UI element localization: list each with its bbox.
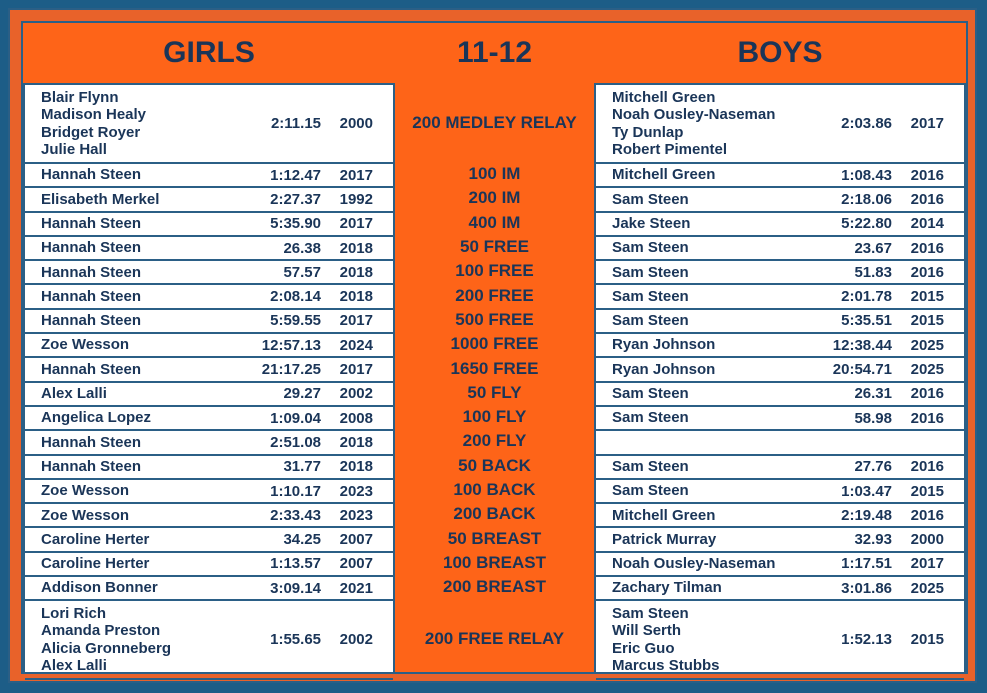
girls-record-year: 2021 xyxy=(339,579,373,597)
girls-record-time: 26.38 xyxy=(283,239,321,257)
girls-swimmer-names xyxy=(41,577,158,599)
swimmer-name: Alex Lalli xyxy=(41,657,107,675)
swimmer-name: Zoe Wesson xyxy=(41,506,130,524)
swimmer-name: Noah Ousley-Naseman xyxy=(612,555,776,573)
girls-record-time: 34.25 xyxy=(283,531,321,549)
boys-swimmer-names xyxy=(612,383,689,405)
boys-swimmer-names xyxy=(612,334,715,356)
boys-record-time: 23.67 xyxy=(854,239,892,257)
girls-record-row xyxy=(25,577,393,601)
girls-record-row xyxy=(25,261,393,285)
event-label: 50 BREAST xyxy=(447,528,542,548)
girls-record-row xyxy=(25,334,393,358)
boys-record-year: 2025 xyxy=(910,336,944,354)
boys-record-row xyxy=(596,577,964,601)
swimmer-name: Amanda Preston xyxy=(41,622,161,640)
event-label: 200 MEDLEY RELAY xyxy=(412,112,577,132)
girls-record-row xyxy=(25,164,393,188)
girls-record-row xyxy=(25,188,393,212)
swimmer-name: Sam Steen xyxy=(612,287,689,305)
girls-swimmer-names xyxy=(41,456,141,478)
girls-record-time: 1:10.17 xyxy=(270,482,321,500)
girls-record-time: 12:57.13 xyxy=(261,336,321,354)
event-label: 1000 FREE xyxy=(450,334,539,354)
swimmer-name: Madison Healy xyxy=(41,106,147,123)
girls-record-year: 2018 xyxy=(339,263,373,281)
boys-record-row xyxy=(596,334,964,358)
girls-record-time: 2:11.15 xyxy=(270,115,321,132)
girls-swimmer-names xyxy=(41,504,129,526)
boys-record-year: 2015 xyxy=(910,631,944,649)
boys-record-year: 2015 xyxy=(910,482,944,500)
girls-swimmer-names xyxy=(41,553,149,575)
girls-record-year: 2023 xyxy=(339,482,373,500)
girls-record-row xyxy=(25,553,393,577)
girls-record-year: 2007 xyxy=(339,555,373,573)
girls-record-year: 2018 xyxy=(339,239,373,257)
girls-swimmer-names xyxy=(41,310,141,332)
swimmer-name: Patrick Murray xyxy=(612,530,717,548)
girls-record-time: 2:51.08 xyxy=(270,433,321,451)
swimmer-name: Mitchell Green xyxy=(612,88,716,106)
boys-record-time: 12:38.44 xyxy=(832,336,892,354)
swimmer-name: Sam Steen xyxy=(612,239,689,257)
girls-record-time: 1:12.47 xyxy=(270,166,321,184)
girls-record-row xyxy=(25,456,393,480)
boys-record-row xyxy=(596,553,964,577)
boys-record-row xyxy=(596,286,964,310)
boys-record-time: 26.31 xyxy=(854,385,892,403)
girls-record-time: 21:17.25 xyxy=(261,361,321,379)
swimmer-name: Blair Flynn xyxy=(41,88,119,106)
girls-records-panel xyxy=(23,83,395,675)
girls-record-time: 2:08.14 xyxy=(270,288,321,306)
swimmer-name: Mitchell Green xyxy=(612,506,716,524)
girls-record-time: 31.77 xyxy=(283,458,321,476)
boys-record-row xyxy=(596,407,964,431)
girls-record-year: 2017 xyxy=(339,166,373,184)
boys-swimmer-names xyxy=(612,188,689,210)
girls-record-year: 2002 xyxy=(339,385,373,403)
boys-record-row xyxy=(596,480,964,504)
boys-swimmer-names xyxy=(612,529,716,551)
boys-record-time: 5:35.51 xyxy=(841,312,892,330)
boys-record-row xyxy=(596,164,964,188)
event-label: 200 FREE RELAY xyxy=(424,628,565,648)
boys-record-year: 2016 xyxy=(910,458,944,476)
swimmer-name: Hannah Steen xyxy=(41,457,142,475)
girls-record-year: 2023 xyxy=(339,506,373,524)
boys-record-row xyxy=(596,529,964,553)
girls-record-year: 2000 xyxy=(339,115,373,132)
event-label: 100 BACK xyxy=(453,480,536,500)
boys-swimmer-names xyxy=(612,164,715,186)
swimmer-name: Hannah Steen xyxy=(41,214,142,232)
girls-swimmer-names xyxy=(41,358,141,380)
swimmer-name: Zoe Wesson xyxy=(41,482,130,500)
swimmer-name: Ryan Johnson xyxy=(612,360,716,378)
boys-record-year: 2016 xyxy=(910,190,944,208)
girls-record-row xyxy=(25,85,393,164)
event-label: 50 BACK xyxy=(458,455,531,475)
boys-record-time: 32.93 xyxy=(854,531,892,549)
girls-heading: GIRLS xyxy=(163,36,255,69)
swimmer-name: Hannah Steen xyxy=(41,433,142,451)
swimmer-name: Hannah Steen xyxy=(41,166,142,184)
girls-record-time: 1:55.65 xyxy=(270,631,321,649)
swimmer-name: Lori Rich xyxy=(41,604,107,622)
swimmer-name: Caroline Herter xyxy=(41,530,150,548)
girls-swimmer-names xyxy=(41,334,129,356)
boys-swimmer-names xyxy=(612,456,689,478)
girls-record-row xyxy=(25,529,393,553)
boys-record-year: 2014 xyxy=(910,215,944,233)
swimmer-name: Elisabeth Merkel xyxy=(41,190,160,208)
girls-record-row xyxy=(25,431,393,455)
swimmer-name: Hannah Steen xyxy=(41,287,142,305)
boys-record-row xyxy=(596,85,964,164)
girls-record-year: 1992 xyxy=(339,190,373,208)
girls-record-time: 29.27 xyxy=(283,385,321,403)
girls-record-time: 2:27.37 xyxy=(270,190,321,208)
swimmer-name: Sam Steen xyxy=(612,190,689,208)
swimmer-name: Ty Dunlap xyxy=(612,123,684,141)
girls-record-year: 2017 xyxy=(339,361,373,379)
boys-swimmer-names xyxy=(612,358,715,380)
boys-record-year: 2016 xyxy=(910,166,944,184)
boys-record-row xyxy=(596,601,964,680)
swimmer-name: Zachary Tilman xyxy=(612,579,722,597)
boys-swimmer-names xyxy=(612,237,689,259)
boys-record-year: 2000 xyxy=(910,531,944,549)
event-label: 100 BREAST xyxy=(443,552,546,572)
swimmer-name: Hannah Steen xyxy=(41,239,142,257)
event-label: 50 FREE xyxy=(460,237,529,257)
swimmer-name: Sam Steen xyxy=(612,457,689,475)
girls-record-row xyxy=(25,601,393,680)
boys-record-time: 51.83 xyxy=(854,263,892,281)
swimmer-name: Sam Steen xyxy=(612,312,689,330)
girls-swimmer-names xyxy=(41,480,129,502)
girls-record-time: 1:13.57 xyxy=(270,555,321,573)
boys-record-year: 2025 xyxy=(910,361,944,379)
swimmer-name: Ryan Johnson xyxy=(612,336,716,354)
event-label: 100 FLY xyxy=(462,407,527,427)
boys-swimmer-names xyxy=(612,85,775,162)
boys-record-row xyxy=(596,310,964,334)
header-bar xyxy=(23,23,966,83)
girls-record-year: 2018 xyxy=(339,288,373,306)
girls-swimmer-names xyxy=(41,286,141,308)
event-label: 200 FREE xyxy=(455,285,534,305)
boys-record-year: 2015 xyxy=(910,288,944,306)
event-label: 200 BACK xyxy=(453,504,536,524)
event-label: 200 BREAST xyxy=(443,577,546,597)
event-label: 100 FREE xyxy=(455,261,534,281)
swimmer-name: Julie Hall xyxy=(41,141,107,158)
boys-record-time: 27.76 xyxy=(854,458,892,476)
girls-swimmer-names xyxy=(41,85,146,162)
girls-record-time: 5:59.55 xyxy=(270,312,321,330)
boys-record-year: 2016 xyxy=(910,239,944,257)
swimmer-name: Angelica Lopez xyxy=(41,409,152,427)
boys-record-year: 2025 xyxy=(910,579,944,597)
boys-record-time: 58.98 xyxy=(854,409,892,427)
girls-swimmer-names xyxy=(41,188,159,210)
boys-swimmer-names xyxy=(612,577,722,599)
age-group-heading: 11-12 xyxy=(456,36,533,69)
boys-record-time: 3:01.86 xyxy=(841,579,892,597)
swimmer-name: Jake Steen xyxy=(612,214,691,232)
girls-record-row xyxy=(25,504,393,528)
boys-record-row xyxy=(596,456,964,480)
girls-record-year: 2008 xyxy=(339,409,373,427)
boys-swimmer-names xyxy=(612,480,689,502)
boys-swimmer-names xyxy=(612,261,689,283)
girls-record-year: 2007 xyxy=(339,531,373,549)
event-label: 50 FLY xyxy=(467,382,522,402)
boys-record-time: 1:17.51 xyxy=(841,555,892,573)
swimmer-name: Sam Steen xyxy=(612,482,689,500)
boys-record-row xyxy=(596,213,964,237)
event-label: 100 IM xyxy=(468,164,521,184)
boys-record-row xyxy=(596,431,964,455)
boys-record-year: 2017 xyxy=(910,555,944,573)
swimmer-name: Hannah Steen xyxy=(41,312,142,330)
girls-record-row xyxy=(25,407,393,431)
girls-swimmer-names xyxy=(41,407,151,429)
swimmer-name: Zoe Wesson xyxy=(41,336,130,354)
girls-record-row xyxy=(25,310,393,334)
swimmer-name: Sam Steen xyxy=(612,385,689,403)
boys-heading: BOYS xyxy=(737,36,823,69)
girls-swimmer-names xyxy=(41,601,171,678)
boys-record-year: 2016 xyxy=(910,409,944,427)
event-label: 400 IM xyxy=(468,212,521,232)
girls-swimmer-names xyxy=(41,529,149,551)
boys-record-time: 20:54.71 xyxy=(832,361,892,379)
boys-record-year: 2015 xyxy=(910,312,944,330)
swimmer-name: Hannah Steen xyxy=(41,263,142,281)
girls-swimmer-names xyxy=(41,261,141,283)
girls-swimmer-names xyxy=(41,164,141,186)
swimmer-name: Will Serth xyxy=(612,622,682,640)
girls-record-year: 2017 xyxy=(339,215,373,233)
girls-record-row xyxy=(25,480,393,504)
girls-record-time: 2:33.43 xyxy=(270,506,321,524)
event-label: 200 FLY xyxy=(462,431,527,451)
boys-record-time: 5:22.80 xyxy=(841,215,892,233)
swimmer-name: Alex Lalli xyxy=(41,385,107,403)
girls-record-year: 2018 xyxy=(339,458,373,476)
girls-record-time: 3:09.14 xyxy=(270,579,321,597)
boys-swimmer-names xyxy=(612,213,690,235)
boys-record-row xyxy=(596,261,964,285)
girls-record-time: 1:09.04 xyxy=(270,409,321,427)
girls-record-time: 57.57 xyxy=(283,263,321,281)
event-label: 200 IM xyxy=(468,188,521,208)
records-board xyxy=(8,8,977,683)
girls-swimmer-names xyxy=(41,237,141,259)
swimmer-name: Marcus Stubbs xyxy=(612,657,720,675)
boys-record-year: 2017 xyxy=(910,115,944,132)
boys-record-time: 2:03.86 xyxy=(841,115,892,132)
swimmer-name: Bridget Royer xyxy=(41,123,141,141)
girls-record-row xyxy=(25,383,393,407)
swimmer-name: Noah Ousley-Naseman xyxy=(612,106,776,123)
girls-record-row xyxy=(25,286,393,310)
girls-swimmer-names xyxy=(41,431,141,453)
boys-record-year: 2016 xyxy=(910,506,944,524)
swimmer-name: Alicia Gronneberg xyxy=(41,639,172,657)
event-label: 1650 FREE xyxy=(450,358,539,378)
swimmer-name: Mitchell Green xyxy=(612,166,716,184)
event-label: 500 FREE xyxy=(455,309,534,329)
girls-record-year: 2024 xyxy=(339,336,373,354)
swimmer-name: Sam Steen xyxy=(612,263,689,281)
boys-swimmer-names xyxy=(612,504,715,526)
girls-record-time: 5:35.90 xyxy=(270,215,321,233)
boys-record-time: 1:08.43 xyxy=(841,166,892,184)
girls-record-year: 2018 xyxy=(339,433,373,451)
boys-record-time: 2:19.48 xyxy=(841,506,892,524)
swimmer-name: Sam Steen xyxy=(612,409,689,427)
girls-record-row xyxy=(25,358,393,382)
boys-record-row xyxy=(596,383,964,407)
boys-record-year: 2016 xyxy=(910,385,944,403)
boys-record-row xyxy=(596,504,964,528)
boys-record-year: 2016 xyxy=(910,263,944,281)
girls-record-year: 2002 xyxy=(339,631,373,649)
swimmer-name: Addison Bonner xyxy=(41,579,158,597)
girls-record-year: 2017 xyxy=(339,312,373,330)
boys-record-row xyxy=(596,358,964,382)
boys-record-row xyxy=(596,237,964,261)
swimmer-name: Robert Pimentel xyxy=(612,141,728,158)
swimmer-name: Sam Steen xyxy=(612,604,689,622)
boys-record-time: 2:18.06 xyxy=(841,190,892,208)
girls-swimmer-names xyxy=(41,213,141,235)
boys-swimmer-names xyxy=(612,286,689,308)
girls-swimmer-names xyxy=(41,383,107,405)
boys-records-panel xyxy=(594,83,966,675)
boys-swimmer-names xyxy=(612,310,689,332)
boys-swimmer-names xyxy=(612,601,720,678)
boys-record-time: 1:52.13 xyxy=(841,631,892,649)
girls-record-row xyxy=(25,237,393,261)
boys-record-time: 2:01.78 xyxy=(841,288,892,306)
boys-swimmer-names xyxy=(612,407,689,429)
swimmer-name: Caroline Herter xyxy=(41,555,150,573)
boys-record-time: 1:03.47 xyxy=(841,482,892,500)
boys-swimmer-names xyxy=(612,553,775,575)
records-inner-frame xyxy=(21,21,968,674)
girls-record-row xyxy=(25,213,393,237)
boys-record-row xyxy=(596,188,964,212)
swimmer-name: Hannah Steen xyxy=(41,360,142,378)
swimmer-name: Eric Guo xyxy=(612,639,675,657)
